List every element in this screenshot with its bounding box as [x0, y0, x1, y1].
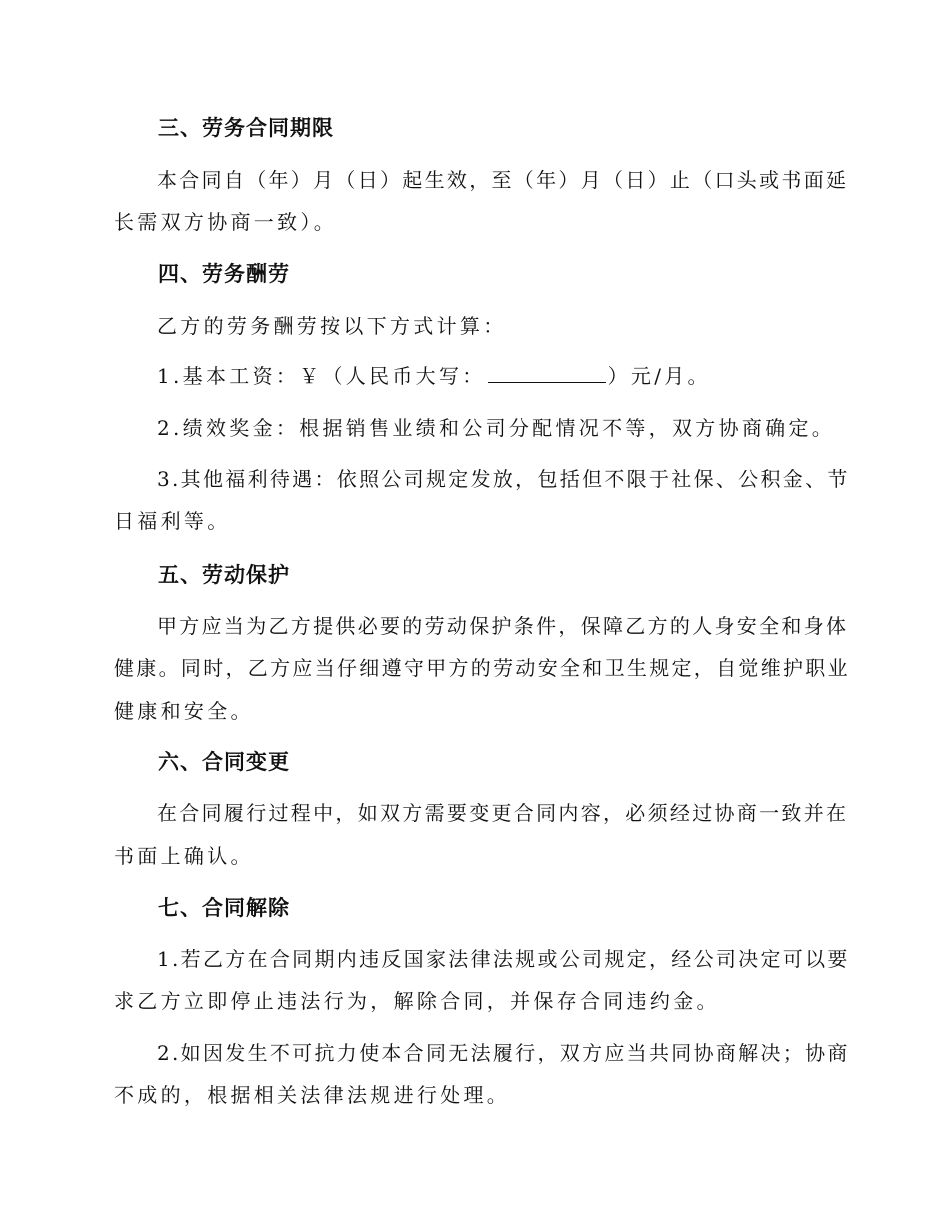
section-heading-termination: 七、合同解除	[158, 895, 290, 920]
section-heading-term: 三、劳务合同期限	[158, 115, 334, 140]
section-heading-protection: 五、劳动保护	[158, 562, 290, 587]
salary-label: 1.基本工资：￥（人民币大写：	[157, 364, 486, 388]
paragraph-line: 求乙方立即停止违法行为，解除合同，并保存合同违约金。	[114, 989, 720, 1013]
section-heading-remuneration: 四、劳务酬劳	[158, 261, 290, 286]
salary-blank-field	[488, 364, 606, 383]
salary-unit: ）元/月。	[607, 364, 711, 388]
salary-line	[157, 363, 711, 389]
paragraph-line: 本合同自（年）月（日）起生效，至（年）月（日）止（口头或书面延	[157, 168, 849, 192]
paragraph-line: 2.绩效奖金：根据销售业绩和公司分配情况不等，双方协商确定。	[157, 416, 836, 440]
paragraph-line: 不成的，根据相关法律法规进行处理。	[114, 1083, 511, 1107]
paragraph-line: 2.如因发生不可抗力使本合同无法履行，双方应当共同协商解决；协商	[157, 1041, 850, 1065]
paragraph-line: 乙方的劳务酬劳按以下方式计算：	[157, 314, 507, 338]
paragraph-line: 甲方应当为乙方提供必要的劳动保护条件，保障乙方的人身安全和身体	[157, 614, 849, 638]
paragraph-line: 日福利等。	[114, 509, 231, 533]
paragraph-line: 健康。同时，乙方应当仔细遵守甲方的劳动安全和卫生规定，自觉维护职业	[114, 656, 850, 680]
paragraph-line: 健康和安全。	[114, 699, 254, 723]
paragraph-line: 书面上确认。	[114, 844, 254, 868]
paragraph-line: 在合同履行过程中，如双方需要变更合同内容，必须经过协商一致并在	[157, 801, 849, 825]
section-heading-change: 六、合同变更	[158, 749, 290, 774]
paragraph-line: 3.其他福利待遇：依照公司规定发放，包括但不限于社保、公积金、节	[157, 467, 850, 491]
paragraph-line: 1.若乙方在合同期内违反国家法律法规或公司规定，经公司决定可以要	[157, 947, 850, 971]
paragraph-line: 长需双方协商一致）。	[114, 210, 337, 234]
